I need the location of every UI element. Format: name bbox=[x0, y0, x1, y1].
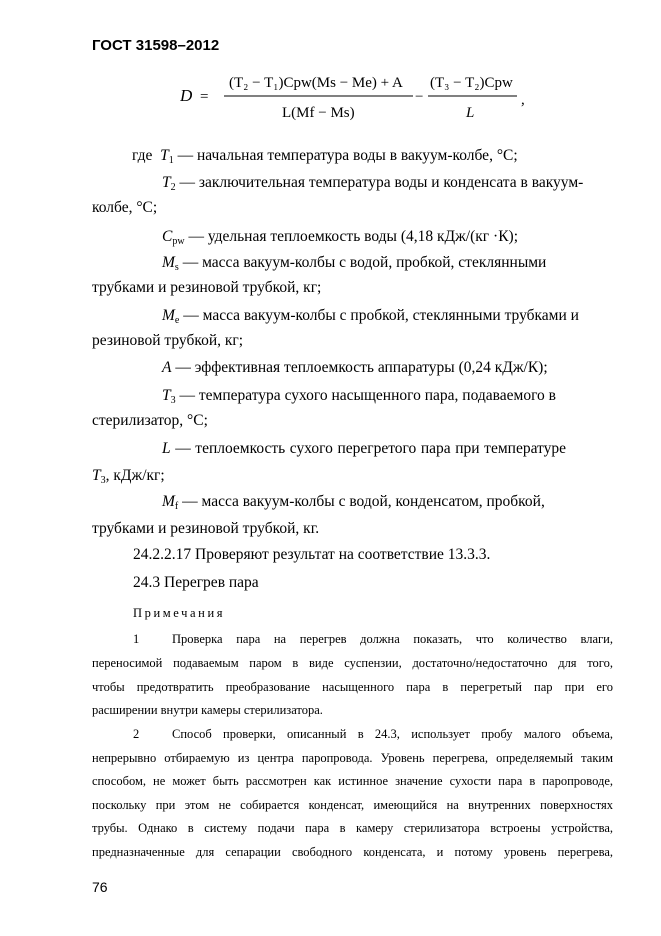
symbol-l-t3-sub: 3 bbox=[100, 475, 106, 486]
symbol-a: A bbox=[162, 359, 172, 376]
legend-t1-desc: — начальная температура воды в вакуум-колбе, °С; bbox=[177, 147, 518, 164]
note2-line6: предназначенные для сепарации свободного конденсата, и потому уровень перегрева, bbox=[92, 845, 613, 859]
legend-l-cont bbox=[92, 466, 165, 486]
note1-line3: чтобы предотвратить преобразование насыщенного пара в перегретый пар при его bbox=[92, 680, 613, 694]
formula-minus: − bbox=[415, 89, 424, 105]
section-24-3-title: 24.3 Перегрев пара bbox=[133, 574, 259, 591]
symbol-l: L bbox=[162, 440, 171, 457]
formula-comma: , bbox=[521, 92, 525, 108]
standard-header: ГОСТ 31598–2012 bbox=[92, 37, 220, 54]
symbol-me-sub: e bbox=[174, 315, 180, 326]
formula-eq: = bbox=[200, 89, 209, 105]
symbol-cpw: C bbox=[162, 228, 173, 245]
note1-number: 1 bbox=[133, 632, 140, 646]
note1-line4: расширении внутри камеры стерилизатора. bbox=[92, 703, 323, 717]
symbol-cpw-sub: pw bbox=[172, 236, 185, 247]
legend-ms-cont: трубками и резиновой трубкой, кг; bbox=[92, 279, 322, 296]
note2-line1: Способ проверки, описанный в 24.3, использует пробу малого объема, bbox=[172, 727, 613, 741]
formula-d bbox=[180, 66, 540, 130]
legend-mf-desc: — масса вакуум-колбы с водой, конденсатом, пробкой, bbox=[182, 493, 545, 510]
symbol-me: M bbox=[162, 307, 175, 324]
legend-a-desc: — эффективная теплоемкость аппаратуры (0,24 кДж/К); bbox=[175, 359, 548, 376]
legend-l-desc: — теплоемкость сухого перегретого пара при температуре bbox=[175, 440, 566, 457]
symbol-l-t3: T bbox=[92, 467, 101, 484]
symbol-t3-sub: 3 bbox=[170, 395, 176, 406]
symbol-ms-sub: s bbox=[174, 262, 179, 273]
legend-t3-desc: — температура сухого насыщенного пара, подаваемого в bbox=[179, 387, 556, 404]
note1-line1: Проверка пара на перегрев должна показать, что количество влаги, bbox=[172, 632, 613, 646]
note2-line5: трубы. Однако в систему подачи пара в камеру стерилизатора встроены устройства, bbox=[92, 821, 613, 835]
symbol-t3: T bbox=[162, 387, 171, 404]
formula-lhs: D bbox=[180, 86, 193, 105]
formula-numerator-1: (T₂ − T₁)Cpw(Ms − Me) + A bbox=[229, 75, 403, 91]
symbol-t1-sub: 1 bbox=[168, 155, 174, 166]
note2-line2: непрерывно отбираемую из центра паропровода. Уровень перегрева, определяемый таким bbox=[92, 751, 613, 765]
legend-t1 bbox=[132, 146, 518, 166]
legend-t2-desc: — заключительная температура воды и конденсата в вакуум- bbox=[179, 174, 584, 191]
page-number: 76 bbox=[92, 879, 108, 895]
legend-me bbox=[162, 306, 579, 326]
legend-me-desc: — масса вакуум-колбы с пробкой, стеклянными трубками и bbox=[183, 307, 579, 324]
formula-denominator-2: L bbox=[466, 105, 475, 121]
legend-me-cont: резиновой трубкой, кг; bbox=[92, 332, 244, 349]
formula-numerator-2: (T₃ − T₂)Cpw bbox=[430, 75, 513, 91]
symbol-mf: M bbox=[162, 493, 175, 510]
notes-title: Примечания bbox=[133, 606, 226, 620]
legend-where: где bbox=[132, 147, 153, 164]
legend-cpw bbox=[162, 227, 518, 247]
legend-t3 bbox=[162, 386, 556, 406]
legend-mf bbox=[162, 492, 545, 512]
section-24-2-2-17: 24.2.2.17 Проверяют результат на соответствие 13.3.3. bbox=[133, 546, 491, 563]
legend-t2 bbox=[162, 173, 583, 193]
note1-line2: переносимой подаваемым паром в виде суспензии, достаточно/недостаточно для того, bbox=[92, 656, 613, 670]
note2-line3: способом, не может быть рассмотрен как истинное значение сухости пара в паропроводе, bbox=[92, 774, 613, 788]
symbol-ms: M bbox=[162, 254, 175, 271]
symbol-t2-sub: 2 bbox=[170, 182, 176, 193]
legend-t2-cont: колбе, °С; bbox=[92, 199, 158, 216]
legend-l-cont-text: , кДж/кг; bbox=[105, 467, 165, 484]
formula-denominator-1: L(Mf − Ms) bbox=[282, 105, 355, 121]
symbol-mf-sub: f bbox=[174, 501, 179, 512]
note2-number: 2 bbox=[133, 727, 140, 741]
legend-a bbox=[162, 358, 548, 378]
note2-line4: поскольку при этом не собирается конденсат, имеющийся на внутренних поверхностях bbox=[92, 798, 613, 812]
legend-mf-cont: трубками и резиновой трубкой, кг. bbox=[92, 520, 320, 537]
legend-ms bbox=[162, 253, 546, 273]
symbol-t1: T bbox=[160, 147, 169, 164]
legend-cpw-desc: — удельная теплоемкость воды (4,18 кДж/(кг ·К); bbox=[188, 228, 519, 245]
symbol-t2: T bbox=[162, 174, 171, 191]
legend-t3-cont: стерилизатор, °С; bbox=[92, 412, 208, 429]
legend-l bbox=[162, 439, 566, 459]
legend-ms-desc: — масса вакуум-колбы с водой, пробкой, стеклянными bbox=[182, 254, 547, 271]
